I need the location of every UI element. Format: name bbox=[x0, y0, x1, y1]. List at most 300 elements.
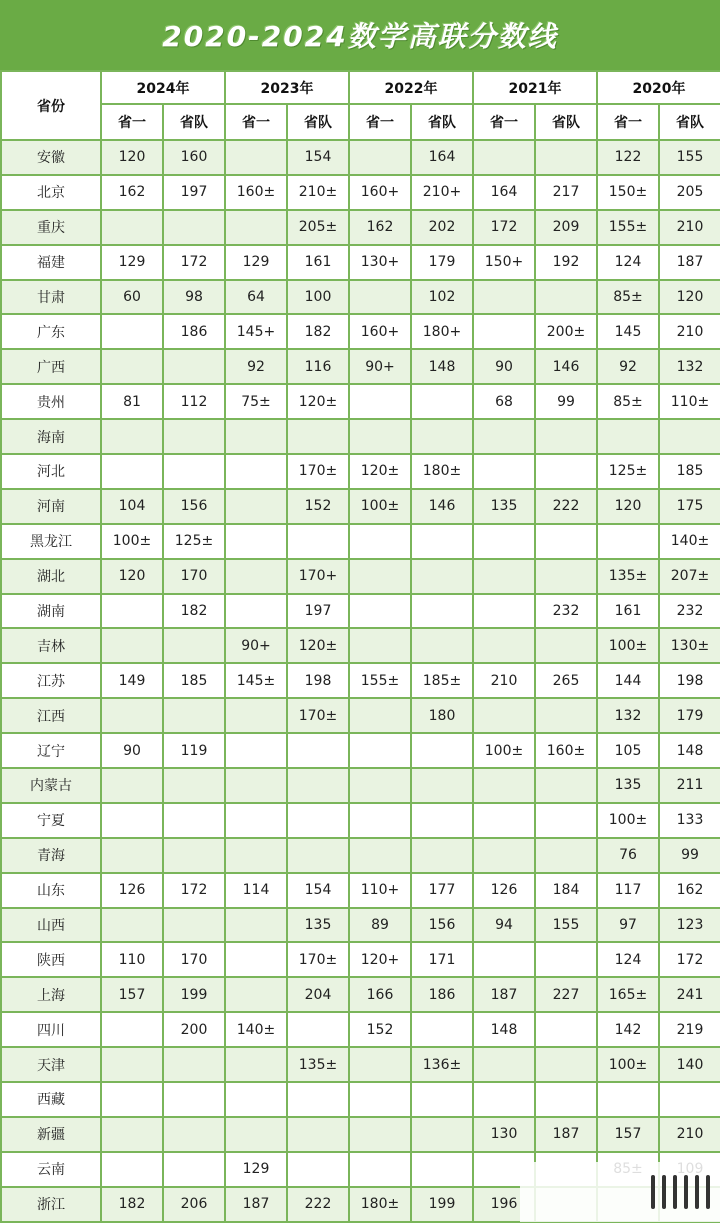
provincial-first-score-cell bbox=[225, 768, 287, 803]
province-cell: 江苏 bbox=[1, 663, 101, 698]
provincial-team-score-cell bbox=[411, 1152, 473, 1187]
year-header-2024: 2024年 bbox=[101, 71, 225, 104]
watermark-bar bbox=[684, 1175, 688, 1209]
table-row bbox=[1, 349, 720, 384]
provincial-first-score-cell bbox=[349, 1117, 411, 1152]
table-row bbox=[1, 768, 720, 803]
provincial-first-score-cell bbox=[473, 419, 535, 454]
provincial-team-score-cell: 232 bbox=[659, 594, 720, 629]
provincial-team-score-cell: 160± bbox=[535, 733, 597, 768]
provincial-first-score-cell: 180± bbox=[349, 1187, 411, 1222]
provincial-first-score-cell: 129 bbox=[225, 1152, 287, 1187]
provincial-first-score-cell: 120 bbox=[101, 559, 163, 594]
provincial-team-score-cell: 232 bbox=[535, 594, 597, 629]
provincial-first-score-cell bbox=[225, 1047, 287, 1082]
provincial-first-score-cell: 92 bbox=[225, 349, 287, 384]
provincial-first-score-cell: 85± bbox=[597, 280, 659, 315]
provincial-team-score-cell bbox=[411, 1012, 473, 1047]
provincial-first-score-cell bbox=[225, 908, 287, 943]
provincial-first-score-cell bbox=[225, 454, 287, 489]
provincial-first-score-cell bbox=[101, 803, 163, 838]
provincial-team-score-cell bbox=[163, 803, 225, 838]
provincial-first-score-cell: 155± bbox=[349, 663, 411, 698]
province-cell: 浙江 bbox=[1, 1187, 101, 1222]
table-row bbox=[1, 663, 720, 698]
provincial-team-score-cell: 148 bbox=[411, 349, 473, 384]
provincial-team-score-cell: 210± bbox=[287, 175, 349, 210]
provincial-first-score-cell bbox=[473, 559, 535, 594]
provincial-team-score-cell bbox=[163, 1117, 225, 1152]
provincial-team-score-cell: 265 bbox=[535, 663, 597, 698]
page-title: 2020-2024数学高联分数线 bbox=[162, 15, 557, 55]
sub-header-provincial-team: 省队 bbox=[287, 104, 349, 140]
provincial-team-score-cell bbox=[535, 628, 597, 663]
provincial-team-score-cell: 210 bbox=[659, 1117, 720, 1152]
province-cell: 四川 bbox=[1, 1012, 101, 1047]
provincial-first-score-cell bbox=[349, 594, 411, 629]
table-row bbox=[1, 489, 720, 524]
provincial-team-score-cell: 156 bbox=[411, 908, 473, 943]
province-cell: 西藏 bbox=[1, 1082, 101, 1117]
provincial-first-score-cell bbox=[101, 1117, 163, 1152]
provincial-first-score-cell: 100± bbox=[349, 489, 411, 524]
provincial-first-score-cell: 130 bbox=[473, 1117, 535, 1152]
provincial-team-score-cell: 160 bbox=[163, 140, 225, 175]
provincial-first-score-cell: 120 bbox=[597, 489, 659, 524]
provincial-first-score-cell bbox=[473, 1082, 535, 1117]
provincial-first-score-cell bbox=[349, 628, 411, 663]
provincial-team-score-cell bbox=[411, 768, 473, 803]
provincial-team-score-cell: 217 bbox=[535, 175, 597, 210]
provincial-team-score-cell: 179 bbox=[411, 245, 473, 280]
province-cell: 广东 bbox=[1, 314, 101, 349]
provincial-team-score-cell: 116 bbox=[287, 349, 349, 384]
table-row bbox=[1, 942, 720, 977]
provincial-first-score-cell: 104 bbox=[101, 489, 163, 524]
table-row bbox=[1, 175, 720, 210]
watermark-bar bbox=[706, 1175, 710, 1209]
provincial-first-score-cell: 162 bbox=[101, 175, 163, 210]
provincial-team-score-cell: 211 bbox=[659, 768, 720, 803]
provincial-first-score-cell: 94 bbox=[473, 908, 535, 943]
provincial-first-score-cell bbox=[225, 594, 287, 629]
provincial-first-score-cell: 135± bbox=[597, 559, 659, 594]
provincial-team-score-cell: 184 bbox=[535, 873, 597, 908]
provincial-first-score-cell: 64 bbox=[225, 280, 287, 315]
provincial-first-score-cell: 129 bbox=[225, 245, 287, 280]
provincial-team-score-cell: 102 bbox=[411, 280, 473, 315]
provincial-first-score-cell: 90+ bbox=[349, 349, 411, 384]
provincial-team-score-cell: 123 bbox=[659, 908, 720, 943]
provincial-first-score-cell: 90 bbox=[473, 349, 535, 384]
year-header-2021: 2021年 bbox=[473, 71, 597, 104]
provincial-team-score-cell: 200 bbox=[163, 1012, 225, 1047]
provincial-first-score-cell: 114 bbox=[225, 873, 287, 908]
provincial-team-score-cell: 187 bbox=[535, 1117, 597, 1152]
provincial-team-score-cell bbox=[411, 1082, 473, 1117]
provincial-team-score-cell: 185± bbox=[411, 663, 473, 698]
provincial-first-score-cell bbox=[101, 768, 163, 803]
provincial-first-score-cell bbox=[349, 140, 411, 175]
provincial-first-score-cell: 129 bbox=[101, 245, 163, 280]
provincial-first-score-cell bbox=[225, 698, 287, 733]
provincial-first-score-cell: 110+ bbox=[349, 873, 411, 908]
provincial-team-score-cell bbox=[535, 524, 597, 559]
provincial-team-score-cell: 133 bbox=[659, 803, 720, 838]
provincial-team-score-cell: 222 bbox=[535, 489, 597, 524]
provincial-first-score-cell: 161 bbox=[597, 594, 659, 629]
provincial-first-score-cell bbox=[225, 977, 287, 1012]
province-cell: 海南 bbox=[1, 419, 101, 454]
provincial-team-score-cell bbox=[163, 419, 225, 454]
table-row bbox=[1, 245, 720, 280]
provincial-first-score-cell: 144 bbox=[597, 663, 659, 698]
provincial-team-score-cell: 119 bbox=[163, 733, 225, 768]
provincial-team-score-cell: 197 bbox=[287, 594, 349, 629]
provincial-first-score-cell: 120+ bbox=[349, 942, 411, 977]
provincial-team-score-cell: 175 bbox=[659, 489, 720, 524]
provincial-first-score-cell: 76 bbox=[597, 838, 659, 873]
provincial-team-score-cell: 172 bbox=[659, 942, 720, 977]
provincial-first-score-cell bbox=[349, 1082, 411, 1117]
provincial-team-score-cell bbox=[287, 768, 349, 803]
table-row bbox=[1, 1082, 720, 1117]
province-cell: 云南 bbox=[1, 1152, 101, 1187]
province-cell: 江西 bbox=[1, 698, 101, 733]
table-row bbox=[1, 280, 720, 315]
provincial-team-score-cell: 120± bbox=[287, 384, 349, 419]
provincial-team-score-cell: 161 bbox=[287, 245, 349, 280]
provincial-team-score-cell bbox=[287, 1117, 349, 1152]
provincial-first-score-cell: 142 bbox=[597, 1012, 659, 1047]
provincial-team-score-cell: 135 bbox=[287, 908, 349, 943]
provincial-team-score-cell: 170± bbox=[287, 698, 349, 733]
sub-header-provincial-first: 省一 bbox=[473, 104, 535, 140]
provincial-team-score-cell: 172 bbox=[163, 873, 225, 908]
provincial-team-score-cell: 170 bbox=[163, 942, 225, 977]
provincial-first-score-cell: 100± bbox=[597, 803, 659, 838]
provincial-team-score-cell bbox=[411, 1117, 473, 1152]
provincial-first-score-cell: 145+ bbox=[225, 314, 287, 349]
provincial-team-score-cell bbox=[535, 1047, 597, 1082]
provincial-team-score-cell: 200± bbox=[535, 314, 597, 349]
provincial-team-score-cell: 140± bbox=[659, 524, 720, 559]
provincial-team-score-cell bbox=[287, 524, 349, 559]
provincial-first-score-cell bbox=[473, 280, 535, 315]
provincial-team-score-cell: 170± bbox=[287, 942, 349, 977]
province-cell: 北京 bbox=[1, 175, 101, 210]
provincial-team-score-cell: 180+ bbox=[411, 314, 473, 349]
province-cell: 黑龙江 bbox=[1, 524, 101, 559]
provincial-team-score-cell bbox=[287, 838, 349, 873]
provincial-first-score-cell: 172 bbox=[473, 210, 535, 245]
provincial-first-score-cell: 135 bbox=[597, 768, 659, 803]
province-cell: 广西 bbox=[1, 349, 101, 384]
provincial-first-score-cell: 68 bbox=[473, 384, 535, 419]
provincial-first-score-cell: 150+ bbox=[473, 245, 535, 280]
provincial-team-score-cell: 207± bbox=[659, 559, 720, 594]
province-cell: 河南 bbox=[1, 489, 101, 524]
province-cell: 山东 bbox=[1, 873, 101, 908]
province-cell: 内蒙古 bbox=[1, 768, 101, 803]
table-row bbox=[1, 419, 720, 454]
provincial-team-score-cell bbox=[535, 838, 597, 873]
table-row bbox=[1, 977, 720, 1012]
province-cell: 山西 bbox=[1, 908, 101, 943]
provincial-first-score-cell bbox=[225, 838, 287, 873]
provincial-first-score-cell: 97 bbox=[597, 908, 659, 943]
provincial-first-score-cell: 100± bbox=[101, 524, 163, 559]
provincial-first-score-cell: 160± bbox=[225, 175, 287, 210]
provincial-team-score-cell: 177 bbox=[411, 873, 473, 908]
provincial-first-score-cell: 130+ bbox=[349, 245, 411, 280]
provincial-team-score-cell: 210+ bbox=[411, 175, 473, 210]
provincial-team-score-cell: 154 bbox=[287, 140, 349, 175]
provincial-team-score-cell: 182 bbox=[287, 314, 349, 349]
provincial-first-score-cell: 196 bbox=[473, 1187, 535, 1222]
provincial-first-score-cell: 165± bbox=[597, 977, 659, 1012]
provincial-team-score-cell bbox=[411, 524, 473, 559]
provincial-team-score-cell bbox=[535, 768, 597, 803]
provincial-first-score-cell: 122 bbox=[597, 140, 659, 175]
provincial-team-score-cell bbox=[659, 419, 720, 454]
year-header-2022: 2022年 bbox=[349, 71, 473, 104]
provincial-first-score-cell bbox=[349, 803, 411, 838]
provincial-first-score-cell: 145± bbox=[225, 663, 287, 698]
provincial-team-score-cell bbox=[287, 1152, 349, 1187]
provincial-team-score-cell bbox=[535, 803, 597, 838]
provincial-team-score-cell: 199 bbox=[411, 1187, 473, 1222]
provincial-first-score-cell bbox=[473, 942, 535, 977]
provincial-first-score-cell bbox=[101, 454, 163, 489]
provincial-team-score-cell: 170+ bbox=[287, 559, 349, 594]
provincial-team-score-cell: 170± bbox=[287, 454, 349, 489]
table-row bbox=[1, 1117, 720, 1152]
provincial-first-score-cell bbox=[349, 1152, 411, 1187]
provincial-team-score-cell: 205 bbox=[659, 175, 720, 210]
provincial-team-score-cell: 136± bbox=[411, 1047, 473, 1082]
table-body bbox=[1, 140, 720, 1222]
provincial-first-score-cell bbox=[473, 524, 535, 559]
provincial-first-score-cell bbox=[225, 524, 287, 559]
provincial-first-score-cell bbox=[473, 594, 535, 629]
provincial-first-score-cell: 162 bbox=[349, 210, 411, 245]
provincial-team-score-cell bbox=[535, 942, 597, 977]
provincial-team-score-cell: 146 bbox=[411, 489, 473, 524]
provincial-first-score-cell bbox=[225, 419, 287, 454]
table-row bbox=[1, 314, 720, 349]
watermark-overlay bbox=[520, 1162, 720, 1222]
provincial-first-score-cell: 187 bbox=[473, 977, 535, 1012]
provincial-first-score-cell bbox=[349, 1047, 411, 1082]
provincial-team-score-cell: 186 bbox=[163, 314, 225, 349]
provincial-first-score-cell bbox=[101, 314, 163, 349]
table-row bbox=[1, 384, 720, 419]
provincial-first-score-cell bbox=[473, 140, 535, 175]
provincial-team-score-cell: 164 bbox=[411, 140, 473, 175]
provincial-first-score-cell bbox=[101, 838, 163, 873]
provincial-team-score-cell: 186 bbox=[411, 977, 473, 1012]
provincial-first-score-cell bbox=[349, 384, 411, 419]
table-row bbox=[1, 733, 720, 768]
provincial-team-score-cell: 204 bbox=[287, 977, 349, 1012]
provincial-first-score-cell bbox=[225, 942, 287, 977]
provincial-first-score-cell: 100± bbox=[597, 628, 659, 663]
province-cell: 安徽 bbox=[1, 140, 101, 175]
provincial-first-score-cell: 166 bbox=[349, 977, 411, 1012]
provincial-team-score-cell: 182 bbox=[163, 594, 225, 629]
provincial-team-score-cell: 219 bbox=[659, 1012, 720, 1047]
provincial-first-score-cell bbox=[101, 1152, 163, 1187]
sub-header-provincial-first: 省一 bbox=[225, 104, 287, 140]
provincial-first-score-cell bbox=[225, 140, 287, 175]
provincial-first-score-cell: 60 bbox=[101, 280, 163, 315]
provincial-first-score-cell: 90 bbox=[101, 733, 163, 768]
provincial-first-score-cell bbox=[473, 1047, 535, 1082]
year-header-row bbox=[1, 71, 720, 104]
provincial-first-score-cell bbox=[597, 419, 659, 454]
province-cell: 青海 bbox=[1, 838, 101, 873]
provincial-team-score-cell: 205± bbox=[287, 210, 349, 245]
sub-header-provincial-first: 省一 bbox=[101, 104, 163, 140]
provincial-team-score-cell: 185 bbox=[659, 454, 720, 489]
provincial-first-score-cell: 126 bbox=[101, 873, 163, 908]
provincial-first-score-cell: 157 bbox=[597, 1117, 659, 1152]
provincial-team-score-cell: 152 bbox=[287, 489, 349, 524]
provincial-first-score-cell bbox=[225, 733, 287, 768]
provincial-first-score-cell bbox=[349, 280, 411, 315]
provincial-first-score-cell: 182 bbox=[101, 1187, 163, 1222]
provincial-first-score-cell bbox=[473, 803, 535, 838]
provincial-first-score-cell bbox=[101, 419, 163, 454]
provincial-team-score-cell: 120 bbox=[659, 280, 720, 315]
provincial-team-score-cell: 170 bbox=[163, 559, 225, 594]
provincial-first-score-cell bbox=[349, 698, 411, 733]
provincial-team-score-cell: 155 bbox=[535, 908, 597, 943]
provincial-first-score-cell bbox=[473, 768, 535, 803]
provincial-first-score-cell: 210 bbox=[473, 663, 535, 698]
year-header-2023: 2023年 bbox=[225, 71, 349, 104]
provincial-team-score-cell bbox=[659, 1082, 720, 1117]
provincial-team-score-cell: 172 bbox=[163, 245, 225, 280]
provincial-first-score-cell: 126 bbox=[473, 873, 535, 908]
watermark-bar bbox=[651, 1175, 655, 1209]
provincial-team-score-cell: 185 bbox=[163, 663, 225, 698]
provincial-team-score-cell bbox=[411, 838, 473, 873]
provincial-team-score-cell: 130± bbox=[659, 628, 720, 663]
provincial-team-score-cell bbox=[535, 559, 597, 594]
province-cell: 贵州 bbox=[1, 384, 101, 419]
provincial-team-score-cell bbox=[535, 1082, 597, 1117]
table-row bbox=[1, 454, 720, 489]
province-cell: 上海 bbox=[1, 977, 101, 1012]
provincial-team-score-cell: 241 bbox=[659, 977, 720, 1012]
provincial-first-score-cell: 155± bbox=[597, 210, 659, 245]
provincial-first-score-cell bbox=[225, 803, 287, 838]
provincial-first-score-cell: 110 bbox=[101, 942, 163, 977]
provincial-team-score-cell: 99 bbox=[659, 838, 720, 873]
provincial-team-score-cell: 110± bbox=[659, 384, 720, 419]
provincial-first-score-cell: 148 bbox=[473, 1012, 535, 1047]
provincial-first-score-cell: 160+ bbox=[349, 314, 411, 349]
provincial-team-score-cell bbox=[411, 594, 473, 629]
table-row bbox=[1, 908, 720, 943]
provincial-team-score-cell bbox=[287, 1012, 349, 1047]
provincial-team-score-cell bbox=[163, 908, 225, 943]
provincial-first-score-cell bbox=[101, 908, 163, 943]
provincial-first-score-cell: 117 bbox=[597, 873, 659, 908]
provincial-team-score-cell: 180 bbox=[411, 698, 473, 733]
provincial-team-score-cell bbox=[535, 1012, 597, 1047]
provincial-team-score-cell: 171 bbox=[411, 942, 473, 977]
table-row bbox=[1, 559, 720, 594]
provincial-first-score-cell: 124 bbox=[597, 245, 659, 280]
provincial-first-score-cell: 132 bbox=[597, 698, 659, 733]
provincial-team-score-cell bbox=[287, 803, 349, 838]
provincial-team-score-cell bbox=[287, 733, 349, 768]
provincial-first-score-cell bbox=[473, 698, 535, 733]
provincial-team-score-cell bbox=[287, 419, 349, 454]
sub-header-row bbox=[1, 104, 720, 140]
year-header-2020: 2020年 bbox=[597, 71, 720, 104]
provincial-first-score-cell: 157 bbox=[101, 977, 163, 1012]
provincial-team-score-cell bbox=[535, 419, 597, 454]
provincial-team-score-cell: 140 bbox=[659, 1047, 720, 1082]
provincial-first-score-cell bbox=[225, 559, 287, 594]
provincial-first-score-cell bbox=[101, 349, 163, 384]
provincial-team-score-cell bbox=[287, 1082, 349, 1117]
provincial-team-score-cell: 206 bbox=[163, 1187, 225, 1222]
provincial-team-score-cell: 187 bbox=[659, 245, 720, 280]
provincial-team-score-cell: 135± bbox=[287, 1047, 349, 1082]
provincial-first-score-cell bbox=[101, 628, 163, 663]
provincial-team-score-cell bbox=[411, 803, 473, 838]
provincial-first-score-cell bbox=[597, 524, 659, 559]
provincial-first-score-cell bbox=[473, 628, 535, 663]
provincial-first-score-cell: 150± bbox=[597, 175, 659, 210]
province-cell: 天津 bbox=[1, 1047, 101, 1082]
provincial-first-score-cell: 187 bbox=[225, 1187, 287, 1222]
provincial-team-score-cell: 198 bbox=[659, 663, 720, 698]
provincial-team-score-cell bbox=[163, 1152, 225, 1187]
provincial-team-score-cell bbox=[163, 210, 225, 245]
provincial-team-score-cell: 162 bbox=[659, 873, 720, 908]
provincial-team-score-cell bbox=[535, 280, 597, 315]
provincial-team-score-cell: 146 bbox=[535, 349, 597, 384]
provincial-team-score-cell bbox=[163, 698, 225, 733]
provincial-team-score-cell bbox=[535, 454, 597, 489]
province-header: 省份 bbox=[1, 71, 101, 140]
provincial-team-score-cell bbox=[163, 768, 225, 803]
provincial-first-score-cell: 105 bbox=[597, 733, 659, 768]
provincial-first-score-cell: 120± bbox=[349, 454, 411, 489]
province-cell: 河北 bbox=[1, 454, 101, 489]
provincial-first-score-cell bbox=[225, 1117, 287, 1152]
provincial-first-score-cell: 89 bbox=[349, 908, 411, 943]
provincial-first-score-cell: 160+ bbox=[349, 175, 411, 210]
provincial-team-score-cell: 132 bbox=[659, 349, 720, 384]
sub-header-provincial-team: 省队 bbox=[659, 104, 720, 140]
provincial-team-score-cell: 222 bbox=[287, 1187, 349, 1222]
province-cell: 甘肃 bbox=[1, 280, 101, 315]
provincial-first-score-cell: 152 bbox=[349, 1012, 411, 1047]
table-row bbox=[1, 1047, 720, 1082]
provincial-team-score-cell bbox=[411, 733, 473, 768]
provincial-team-score-cell bbox=[163, 1047, 225, 1082]
watermark-bar bbox=[695, 1175, 699, 1209]
province-cell: 新疆 bbox=[1, 1117, 101, 1152]
province-cell: 宁夏 bbox=[1, 803, 101, 838]
